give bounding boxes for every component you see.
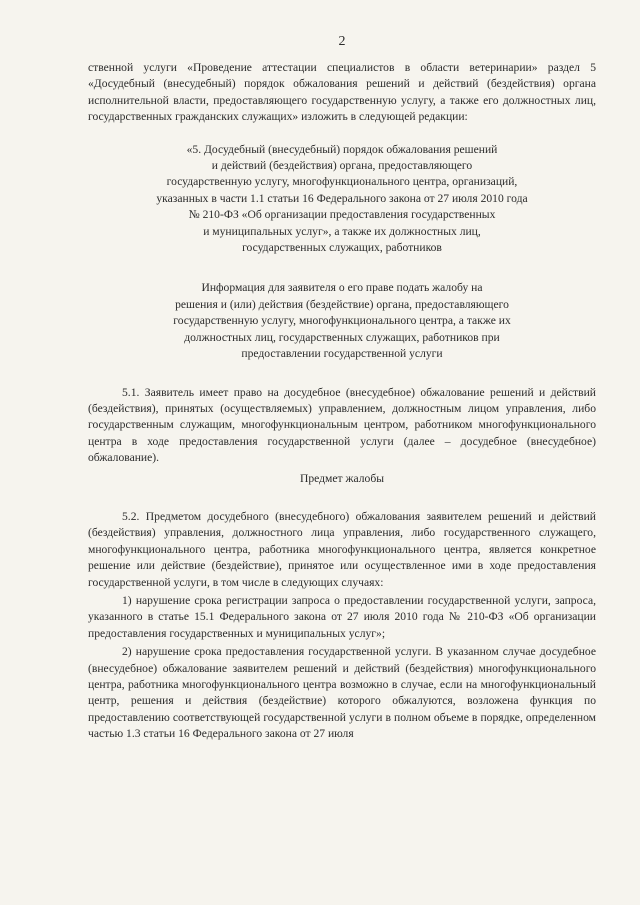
heading-line: государственную услугу, многофункционального центра, организаций,	[166, 175, 518, 189]
heading-line: и действий (бездействия) органа, предоставляющего	[211, 159, 473, 173]
applicant-info-heading	[88, 280, 596, 362]
list-item-1: 1) нарушение срока регистрации запроса о предоставлении государственной услуги, запроса, указанного в статье 15.1 Федерального закона от 27 июля 2010 года № 210-ФЗ «Об организации предоставления государственных и муниципальных услуг»;	[88, 593, 596, 640]
heading-line: указанных в части 1.1 статьи 16 Федерального закона от 27 июля 2010 года	[156, 191, 528, 205]
paragraph-5-2: 5.2. Предметом досудебного (внесудебного) обжалования заявителем решений и действий (бездействия) управления, должностного лица управления, либо государственного служащего, многофункционального центра, работника многофункционального центра, является конкретное решение или действие (бездействие), принятое или осуществленное ими в ходе предоставления государственной услуги, в том числе в следующих случаях:	[88, 509, 596, 589]
info-line: государственную услугу, многофункционального центра, а также их	[173, 314, 511, 328]
info-line: Информация для заявителя о его праве подать жалобу на	[201, 281, 483, 295]
page-number: 2	[338, 34, 346, 49]
info-line: предоставлении государственной услуги	[241, 347, 443, 361]
info-line: должностных лиц, государственных служащих, работников при	[184, 330, 500, 344]
subject-title: Предмет жалобы	[299, 471, 385, 485]
intro-paragraph: ственной услуги «Проведение аттестации специалистов в области ветеринарии» раздел 5 «Досудебный (внесудебный) порядок обжалования решений и действий (бездействия) органа исполнительной власти, предоставляющего государственную услугу, а также его должностных лиц, государственных гражданских служащих» изложить в следующей редакции:	[88, 61, 596, 124]
paragraph-5-1: 5.1. Заявитель имеет право на досудебное (внесудебное) обжалование решений и действий (бездействия), принятых (осуществляемых) управлением, должностным лицом управления, либо государственным служащим, многофункциональным центром, работником многофункционального центра в ходе предоставления государственной услуги (далее – досудебное (внесудебное) обжалование).	[88, 385, 596, 465]
info-line: решения и (или) действия (бездействие) органа, предоставляющего	[175, 297, 509, 311]
heading-line: и муниципальных услуг», а также их должностных лиц,	[203, 224, 481, 238]
list-item-2: 2) нарушение срока предоставления государственной услуги. В указанном случае досудебное (внесудебное) обжалование заявителем решений и действий (бездействия) многофункционального центра, работника многофункционального центра возможно в случае, если на многофункциональный центр, решения и действия (бездействие) которого обжалуются, возложена функция по предоставлению соответствующей государственной услуги в полном объеме в порядке, определенном частью 1.3 статьи 16 Федерального закона от 27 июля	[88, 645, 596, 741]
heading-line: государственных служащих, работников	[242, 241, 442, 255]
section-5-heading	[88, 142, 596, 257]
heading-line: «5. Досудебный (внесудебный) порядок обжалования решений	[186, 142, 498, 156]
heading-line: № 210-ФЗ «Об организации предоставления государственных	[188, 208, 496, 222]
